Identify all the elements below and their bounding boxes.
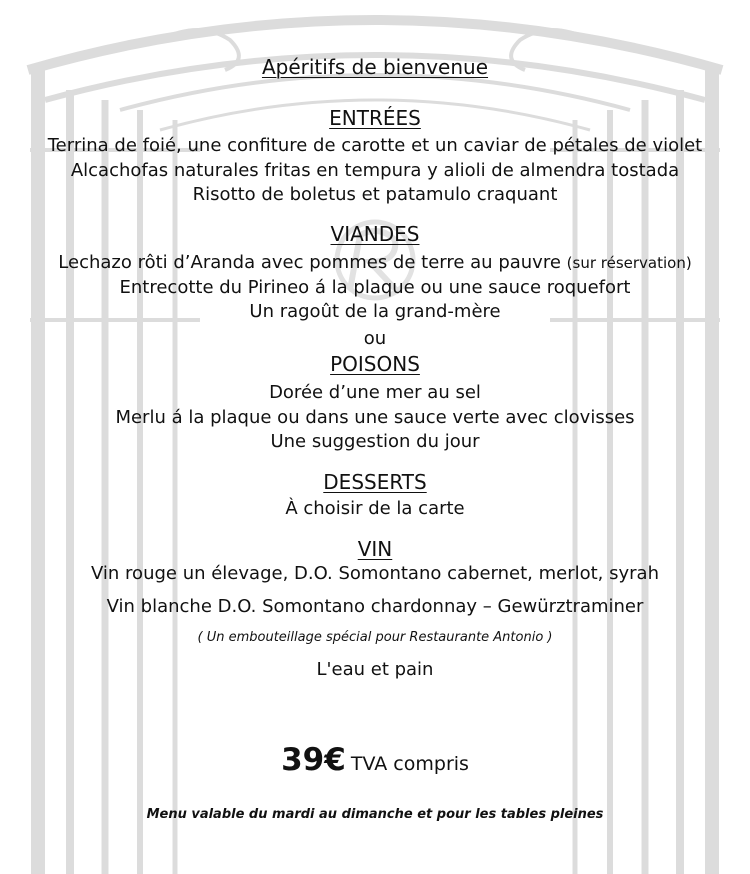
dessert-item-1: À choisir de la carte xyxy=(285,498,465,519)
viandes-heading: VIANDES xyxy=(330,222,420,246)
price-line xyxy=(0,742,750,778)
entree-item-1: Terrina de foié, une confiture de carotte et un caviar de pétales de violet xyxy=(47,135,703,156)
water-bread: L'eau et pain xyxy=(316,659,434,680)
vin-item-2: Vin blanche D.O. Somontano chardonnay – Gewürztraminer xyxy=(106,596,644,617)
entrees-heading: ENTRÉES xyxy=(329,106,421,130)
vin-item-1: Vin rouge un élevage, D.O. Somontano cabernet, merlot, syrah xyxy=(91,563,659,584)
entree-item-2: Alcachofas naturales fritas en tempura y alioli de almendra tostada xyxy=(70,160,680,181)
poison-item-2: Merlu á la plaque ou dans une sauce verte avec clovisses xyxy=(115,407,635,428)
viande-item-2: Entrecotte du Pirineo á la plaque ou une sauce roquefort xyxy=(119,277,631,298)
vin-heading: VIN xyxy=(357,537,393,561)
viande-item-1 xyxy=(0,252,750,273)
viande-item-3: Un ragoût de la grand-mère xyxy=(249,301,501,322)
price-amount: 39€ xyxy=(281,742,346,778)
aperitif-title: Apéritifs de bienvenue xyxy=(261,55,489,79)
bottling-note: ( Un embouteillage spécial pour Restaurante Antonio ) xyxy=(197,630,553,645)
or-separator: ou xyxy=(363,328,387,349)
poison-item-1: Dorée d’une mer au sel xyxy=(269,382,481,403)
entree-item-3: Risotto de boletus et patamulo craquant xyxy=(192,184,558,205)
menu-footer: Menu valable du mardi au dimanche et pour les tables pleines xyxy=(146,807,604,822)
poison-item-3: Une suggestion du jour xyxy=(270,431,480,452)
desserts-heading: DESSERTS xyxy=(323,470,427,494)
price-tax: TVA compris xyxy=(350,753,469,775)
reservation-note: (sur réservation) xyxy=(566,254,692,272)
poisons-heading: POISONS xyxy=(330,352,420,376)
viande-item-1-main: Lechazo rôti d’Aranda avec pommes de terre au pauvre xyxy=(58,252,561,273)
